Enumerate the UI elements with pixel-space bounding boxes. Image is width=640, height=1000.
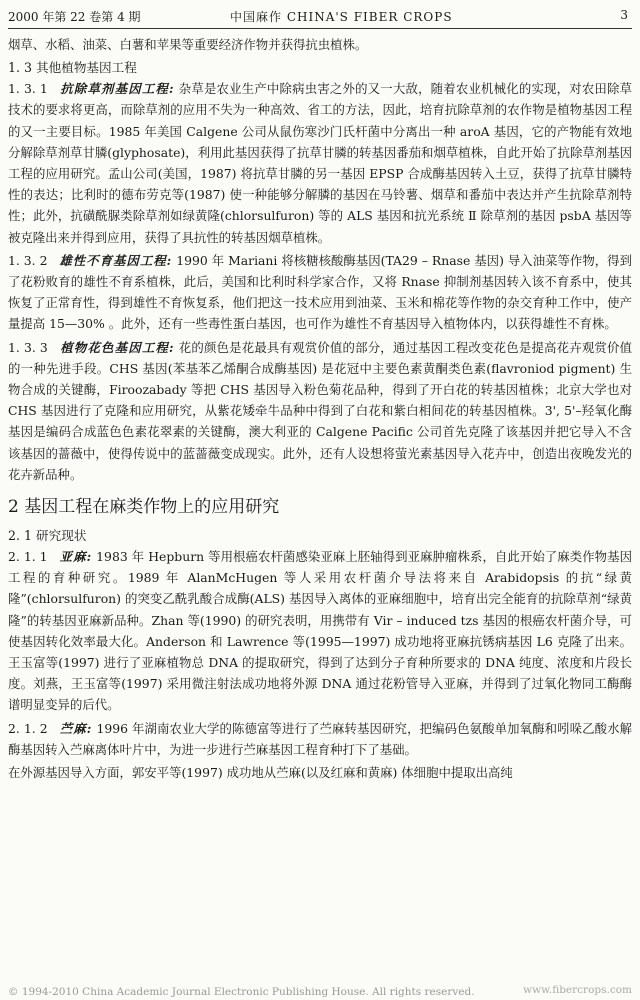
- journal-name: 中国麻作 CHINA'S FIBER CROPS: [230, 10, 453, 24]
- paragraph-lead: 雄性不育基因工程:: [59, 252, 173, 268]
- paragraph-1-3-1: [8, 78, 632, 248]
- article-body: [8, 34, 632, 785]
- page-number: 3: [620, 8, 628, 22]
- paragraph-text: 1990 年 Mariani 将核糖核酸酶基因(TA29 – Rnase 基因) 导入油菜等作物，得到了花粉败育的雄性不育系植株，此后，美国和比利时科学家合作，又将 Rnase 抑制剂基因转入该不育系中，使其恢复了正常育性，得到雄性不育恢复系，他们把这一技术应用到油菜、玉米和棉花等作物的杂交育种工作中，使产量提高 15—30% 。此外，还有一些毒性蛋白基因，也可作为雄性不育基因导入植物体内，以获得雄性不育株。: [8, 252, 632, 332]
- paragraph-1-3-2: [8, 250, 632, 335]
- issue-info: 2000 年第 22 卷第 4 期: [8, 10, 141, 24]
- paragraph-lead: 植物花色基因工程:: [60, 339, 175, 355]
- paragraph-lead: 抗除草剂基因工程:: [60, 81, 175, 97]
- paragraph-lead: 亚麻:: [59, 549, 93, 565]
- section-number: 1. 3. 2: [8, 252, 48, 268]
- paragraph-2-1-1: [8, 546, 632, 716]
- paragraph-1-3-3: [8, 337, 632, 485]
- paragraph-text: 花的颜色是花最具有观赏价值的部分，通过基因工程改变花色是提高花卉观赏价值的一种先进手段。CHS 基因(苯基苯乙烯酮合成酶基因) 是花冠中主要色素黄酮类色素(flavroniod pigment) 生物合成的关键酶，Firoozabady 等把 CHS 基因导入粉色菊花品种，得到了开白花的转基因植株；北京大学也对 CHS 基因进行了克隆和应用研究，从紫花矮牵牛品种中得到了白花和紫白相间花的转基因植株。3', 5'–羟氧化酶基因是编码合成蓝色色素花翠素的关键酶，澳大利亚的 Calgene Pacific 公司首先克隆了该基因并把它导入不含该基因的蔷薇中，使得传说中的蓝蔷薇变成现实。此外，还有人设想将萤光素基因导入花卉中，创造出夜晚发光的花卉新品种。: [8, 339, 633, 482]
- paragraph-lead: 苎麻:: [59, 720, 93, 736]
- paragraph-text: 1983 年 Hepburn 等用根癌农杆菌感染亚麻上胚轴得到亚麻肿瘤株系，自此开始了麻类作物基因工程的育种研究。1989 年 AlanMcHugen 等人采用农杆菌介导法将来自 Arabidopsis 的抗“绿黄隆”(chlorsulfuron) 的突变乙酰乳酸合成酶(ALS) 基因导入离体的亚麻细胞中，培育出完全能育的抗除草剂“绿黄隆”的转基因亚麻新品种。Zhan 等(1990) 的研究表明，用携带有 Vir – induced tzs 基因的根癌农杆菌介导，可使基因转化效率最大化。Anderson 和 Lawrence 等(1995—1997) 成功地将亚麻抗锈病基因 L6 克隆了出来。王玉富等(1997) 进行了亚麻植物总 DNA 的提取研究，得到了达到分子育种所要求的 DNA 纯度、浓度和片段长度。刘燕，王玉富等(1997) 采用微注射法成功地将外源 DNA 通过花粉管导入亚麻，并得到了过氧化物同工酶酶谱明显变异的后代。: [8, 549, 632, 713]
- watermark-url: www.fibercrops.com: [523, 984, 632, 996]
- section-number: 1. 3. 3: [8, 339, 48, 355]
- page-footer: [8, 986, 632, 998]
- section-number: 1. 3. 1: [8, 81, 48, 97]
- page-header: [8, 6, 632, 29]
- section-heading-1-3: 1. 3 其他植物基因工程: [8, 60, 137, 76]
- intro-line: 烟草、水稻、油菜、白薯和苹果等重要经济作物并获得抗虫植株。: [8, 37, 368, 52]
- section-heading-2: 2 基因工程在麻类作物上的应用研究: [8, 497, 280, 518]
- paragraph-text: 1996 年湖南农业大学的陈德富等进行了苎麻转基因研究，把编码色氨酸单加氧酶和吲哚乙酸水解酶基因转入苎麻离体叶片中，为进一步进行苎麻基因工程育种打下了基础。: [8, 720, 632, 757]
- paragraph-2-1-2: [8, 718, 632, 760]
- section-number: 2. 1. 2: [8, 720, 48, 736]
- section-number: 2. 1. 1: [8, 549, 48, 565]
- paragraph-text: 杂草是农业生产中除病虫害之外的又一大敌，随着农业机械化的实现，对农田除草技术的要求将更高，而除草剂的应用不失为一种高效、省工的方法，因此，培育抗除草剂的农作物是植物基因工程的又一主要目标。1985 年美国 Calgene 公司从鼠伤寒沙门氏杆菌中分离出一种 aroA 基因，它的产物能有效地分解除草剂草甘膦(glyphosate)，利用此基因获得了抗草甘膦的转基因番茄和烟草植株，自此开始了抗除草剂基因工程的应用研究。孟山公司(美国，1987) 将抗草甘膦的另一基因 EPSP 合成酶基因转入土豆，获得了抗草甘膦特性的表达；比利时的德布劳克等(1987) 使一种能够分解膦的基因在马铃薯、烟草和番茄中表达并产生抗除草剂特性；此外，抗磺酰脲类除草剂如绿黄隆(chlorsulfuron) 等的 ALS 基因和抗光系统 Ⅱ 除草剂的基因 psbA 基因等被克隆出来并得到应用，获得了具抗性的转基因烟草植株。: [8, 81, 633, 245]
- section-heading-2-1: 2. 1 研究现状: [8, 528, 87, 544]
- last-line: 在外源基因导入方面，郭安平等(1997) 成功地从苎麻(以及红麻和黄麻) 体细胞中提取出高纯: [8, 765, 513, 781]
- copyright-notice: © 1994-2010 China Academic Journal Electronic Publishing House. All rights reserved.: [8, 986, 475, 998]
